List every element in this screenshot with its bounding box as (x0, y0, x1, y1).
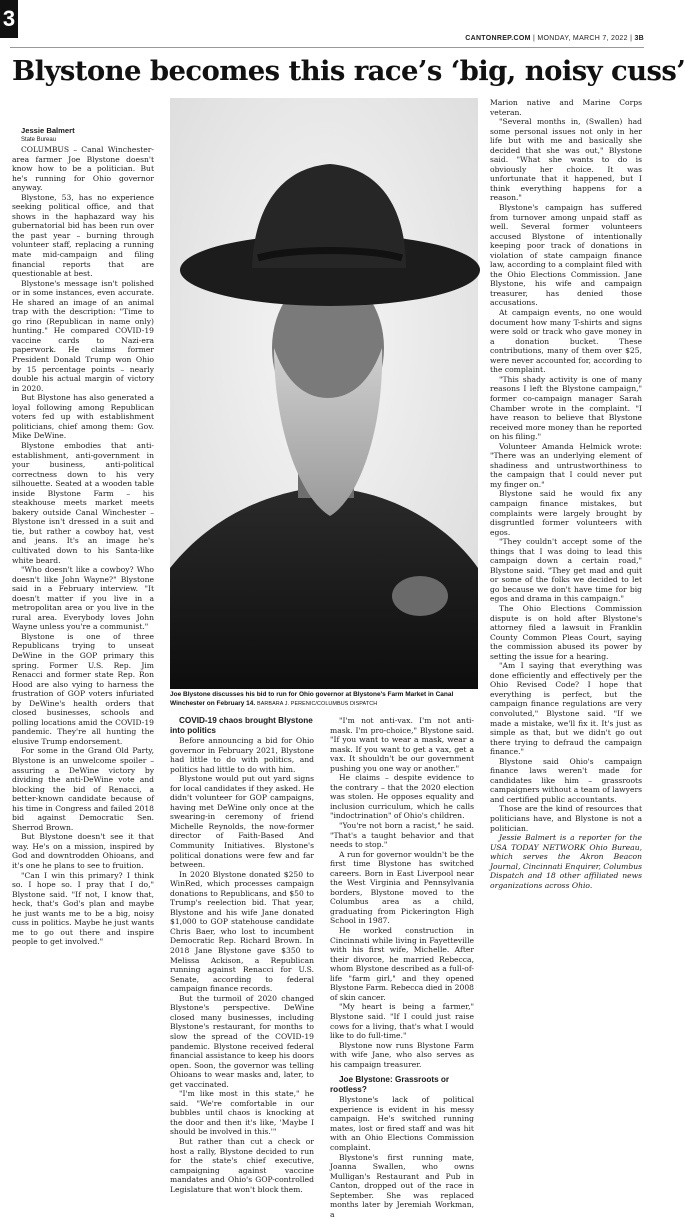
article-paragraph: "Who doesn't like a cowboy? Who doesn't like John Wayne?" Blystone said in a February interview. "It doesn't matter if you live in a metropolitan area or you live in the rural area. Everybody loves John Wayne unless you're a communist." (12, 565, 154, 632)
article-paragraph: At campaign events, no one would document how many T-shirts and signs were sold or track who gave money in a donation bucket. These contributions, many of them over $25, were never accounted for, according to the complaint. (490, 308, 642, 375)
article-paragraph: In 2020 Blystone donated $250 to WinRed, which processes campaign donations to Republicans, and $50 to Trump's reelection bid. That year, Blystone and his wife Jane donated $1,000 to GOP statehouse candidate Chris Baer, who lost to incumbent Democratic Rep. Richard Brown. In 2018 Jane Blystone gave $350 to Melissa Ackison, a Republican running against Renacci for U.S. Senate, according to federal campaign finance records. (170, 869, 314, 994)
article-paragraph: "Several months in, (Swallen) had some personal issues not only in her life but with me and basically she decided that she was out," Blystone said. "What she wants to do is obviously her choice. It was unfortunate that it happened, but I think everything happens for a reason." (490, 117, 642, 203)
article-paragraph: Volunteer Amanda Helmick wrote: "There was an underlying element of shadiness and untrustworthiness to the campaign that I could never put my finger on." (490, 441, 642, 489)
folio-separator: | (532, 35, 536, 42)
article-paragraph: "This shady activity is one of many reasons I left the Blystone campaign," former co-campaign manager Sarah Chamber wrote in the complaint. "I have reason to believe that Blystone received more money than he reported on his filing." (490, 374, 642, 442)
photo-caption-text: Joe Blystone discusses his bid to run for Ohio governor at Blystone's Farm Market in Canal Winchester on February 14. (170, 691, 454, 707)
column-2-body (170, 736, 314, 1194)
page-folio (465, 35, 644, 42)
article-paragraph: "My heart is being a farmer," Blystone said. "If I could just raise cows for a living, that's what I would like to do full-time." (330, 1002, 474, 1041)
article-paragraph: Those are the kind of resources that politicians have, and Blystone is not a politician. (490, 804, 642, 833)
article-paragraph: The Ohio Elections Commission dispute is on hold after Blystone's attorney filed a lawsuit in Franklin County Common Pleas Court, saying the commission abused its power by setting the issue for a hearing. (490, 603, 642, 661)
article-paragraph: He claims – despite evidence to the contrary – that the 2020 election was stolen. He opposes equality and inclusion curriculum, which he calls "indoctrination" of Ohio's children. (330, 773, 474, 821)
article-column-1 (12, 126, 154, 947)
article-paragraph: Blystone, 53, has no experience seeking political office, and that shows in the haphazard way his gubernatorial bid has been run over the past year – burning through volunteer staff, replacing a running mate mid-campaign and filing financial reports that are questionable at best. (12, 192, 154, 279)
article-paragraph: Marion native and Marine Corps veteran. (490, 98, 642, 117)
article-paragraph: He worked construction in Cincinnati while living in Fayetteville with his first wife, Michelle. After their divorce, he married Rebecca, whom Blystone described as a full-of-life "farm girl," and they opened Blystone Farm. Rebecca died in 2008 of skin cancer. (330, 926, 474, 1002)
article-paragraph: "Can I win this primary? I think so. I hope so. I pray that I do," Blystone said. "If not, I know that, heck, that's God's plan and maybe he just wants me to be a big, noisy cuss in politics. Maybe he just wants me to go out there and inspire people to get involved." (12, 870, 154, 947)
article-paragraph: "I'm not anti-vax. I'm not anti-mask. I'm pro-choice," Blystone said. "If you want to wear a mask, wear a mask. If you want to get a vax, get a vax. It shouldn't be our government pushing you one way or another." (330, 716, 474, 773)
column-1-body (12, 145, 154, 947)
article-paragraph: Blystone embodies that anti-establishment, anti-government in your business, anti-political correctness down to his very silhouette. Seated at a wooden table inside Blystone Farm – his steakhouse meets market meets bakery outside Canal Winchester – Blystone isn't dressed in a suit and tie, but rather a cowboy hat, vest and jeans. It's an image he's cultivated down to his Santa-like white beard. (12, 440, 154, 565)
folio-separator: | (630, 35, 633, 42)
page-section-tab: 3 (0, 0, 18, 38)
article-paragraph: Blystone is one of three Republicans trying to unseat DeWine in the GOP primary this spring. Former U.S. Rep. Jim Renacci and former state Rep. Ron Hood are also vying to harness the frustration of GOP voters infuriated by DeWine's health orders that closed businesses, schools and polling locations amid the COVID-19 pandemic. They're all hunting the elusive Trump endorsement. (12, 631, 154, 746)
article-headline: Blystone becomes this race’s ‘big, noisy cuss’ (12, 55, 685, 87)
article-paragraph: Blystone said Ohio's campaign finance laws weren't made for candidates like him – grassroots campaigners without a team of lawyers and certified public accountants. (490, 756, 642, 804)
byline-name: Jessie Balmert (21, 126, 75, 135)
article-paragraph: Blystone said he would fix any campaign finance mistakes, but complaints were largely brought by disgruntled former volunteers with egos. (490, 489, 642, 537)
byline-org: State Bureau (21, 137, 57, 143)
article-photo (170, 98, 478, 689)
column-4-body (490, 98, 642, 833)
column-3b-body (330, 1095, 474, 1219)
article-paragraph: Blystone's campaign has suffered from turnover among unpaid staff as well. Several former volunteers accused Blystone of intentionally keeping poor track of donations in violation of state campaign finance law, according to a complaint filed with the Ohio Elections Commission. Jane Blystone, his wife and campaign treasurer, has denied those accusations. (490, 203, 642, 308)
article-paragraph: "I'm like most in this state," he said. "We're comfortable in our bubbles until chaos is knocking at the door and then it's like, 'Maybe I should be involved in this.'" (170, 1089, 314, 1137)
article-paragraph: Blystone's lack of political experience is evident in his messy campaign. He's switched running mates, lost or fired staff and was hit with an Ohio Elections Commission complaint. (330, 1095, 474, 1152)
article-paragraph: Blystone's first running mate, Joanna Swallen, who owns Mulligan's Restaurant and Pub in Canton, dropped out of the race in September. She was replaced months later by Jeremiah Workman, a (330, 1152, 474, 1219)
hand-shape (392, 576, 448, 616)
article-paragraph: Before announcing a bid for Ohio governor in February 2021, Blystone had little to do with politics, and politics had little to do with him. (170, 736, 314, 774)
article-paragraph: But Blystone has also generated a loyal following among Republican voters fed up with establishment politicians, chief among them: Gov. Mike DeWine. (12, 393, 154, 441)
article-paragraph: For some in the Grand Old Party, Blystone is an unwelcome spoiler – assuring a DeWine victory by dividing the anti-DeWine vote and blocking the bid of Renacci, a better-known candidate because of his time in Congress and failed 2018 bid against Democratic Sen. Sherrod Brown. (12, 746, 154, 832)
article-paragraph: Blystone now runs Blystone Farm with wife Jane, who also serves as his campaign treasurer. (330, 1040, 474, 1069)
photo-portrait-illustration (170, 98, 478, 689)
article-column-3 (330, 716, 474, 1219)
article-paragraph: "You're not born a racist," he said. "That's a taught behavior and that needs to stop." (330, 821, 474, 850)
subhead-covid: COVID-19 chaos brought Blystone into politics (170, 716, 313, 735)
article-paragraph: "Am I saying that everything was done efficiently and effectively per the Ohio Revised Code? I hope that everything is perfect, but the campaign finance regulations are very convoluted," Blystone said. "If we made a mistake, we'll fix it. It's just as simple as that, but we didn't go out there trying to defraud the campaign finance." (490, 661, 642, 757)
article-paragraph: "They couldn't accept some of the things that I was doing to lead this campaign down a certain road," Blystone said. "They get mad and quit or some of the folks we decided to let go because we don't have time for big egos and drama in this campaign." (490, 537, 642, 604)
article-paragraph: But rather than cut a check or host a rally, Blystone decided to run for the state's chief executive, campaigning against vaccine mandates and Ohio's GOP-controlled Legislature that won't block them. (170, 1136, 314, 1194)
photo-credit: BARBARA J. PERENIC/COLUMBUS DISPATCH (257, 700, 378, 707)
article-column-2 (170, 716, 314, 1194)
article-paragraph: Blystone's message isn't polished or in some instances, even accurate. He shared an image of an animal trap with the description: "Time to go rino (Republican in name only) hunting." He compared COVID-19 vaccine cards to Nazi-era paperwork. He claims former President Donald Trump won Ohio by 15 percentage points – nearly double his actual margin of victory in 2020. (12, 278, 154, 393)
subhead-grassroots: Joe Blystone: Grassroots or rootless? (330, 1075, 450, 1095)
article-paragraph: A run for governor wouldn't be the first time Blystone has switched careers. Born in East Liverpool near the West Virginia and Pennsylvania borders, Blystone moved to the Columbus area as a child, graduating from Pickerington High School in 1987. (330, 849, 474, 926)
folio-site: CANTONREP.COM (465, 35, 531, 42)
article-paragraph: Blystone would put out yard signs for local candidates if they asked. He didn't volunteer for GOP campaigns, having met DeWine only once at the swearing-in ceremony of friend Michelle Reynolds, the now-former director of Faith-Based And Community Initiatives. Blystone's political donations were few and far between. (170, 774, 314, 870)
article-paragraph: But Blystone doesn't see it that way. He's on a mission, inspired by God and downtrodden Ohioans, and it's one he plans to see to fruition. (12, 832, 154, 871)
header-rule (10, 47, 644, 48)
photo-caption (170, 691, 478, 708)
column-3-body (330, 716, 474, 1069)
article-paragraph: COLUMBUS – Canal Winchester-area farmer Joe Blystone doesn't know how to be a politician. But he's running for Ohio governor anyway. (12, 145, 154, 193)
folio-date: MONDAY, MARCH 7, 2022 (537, 35, 628, 42)
article-paragraph: But the turmoil of 2020 changed Blystone's perspective. DeWine closed many businesses, including Blystone's restaurant, for months to slow the spread of the COVID-19 pandemic. Blystone received federal financial assistance to keep his doors open. Soon, the governor was telling Ohioans to wear masks and, later, to get vaccinated. (170, 993, 314, 1089)
folio-page-number: 3B (634, 35, 644, 42)
article-column-4 (490, 98, 642, 890)
author-note: Jessie Balmert is a reporter for the USA TODAY NETWORK Ohio Bureau, which serves the Akron Beacon Journal, Cincinnati Enquirer, Columbus Dispatch and 18 other affiliated news organizations across Ohio. (490, 833, 642, 890)
